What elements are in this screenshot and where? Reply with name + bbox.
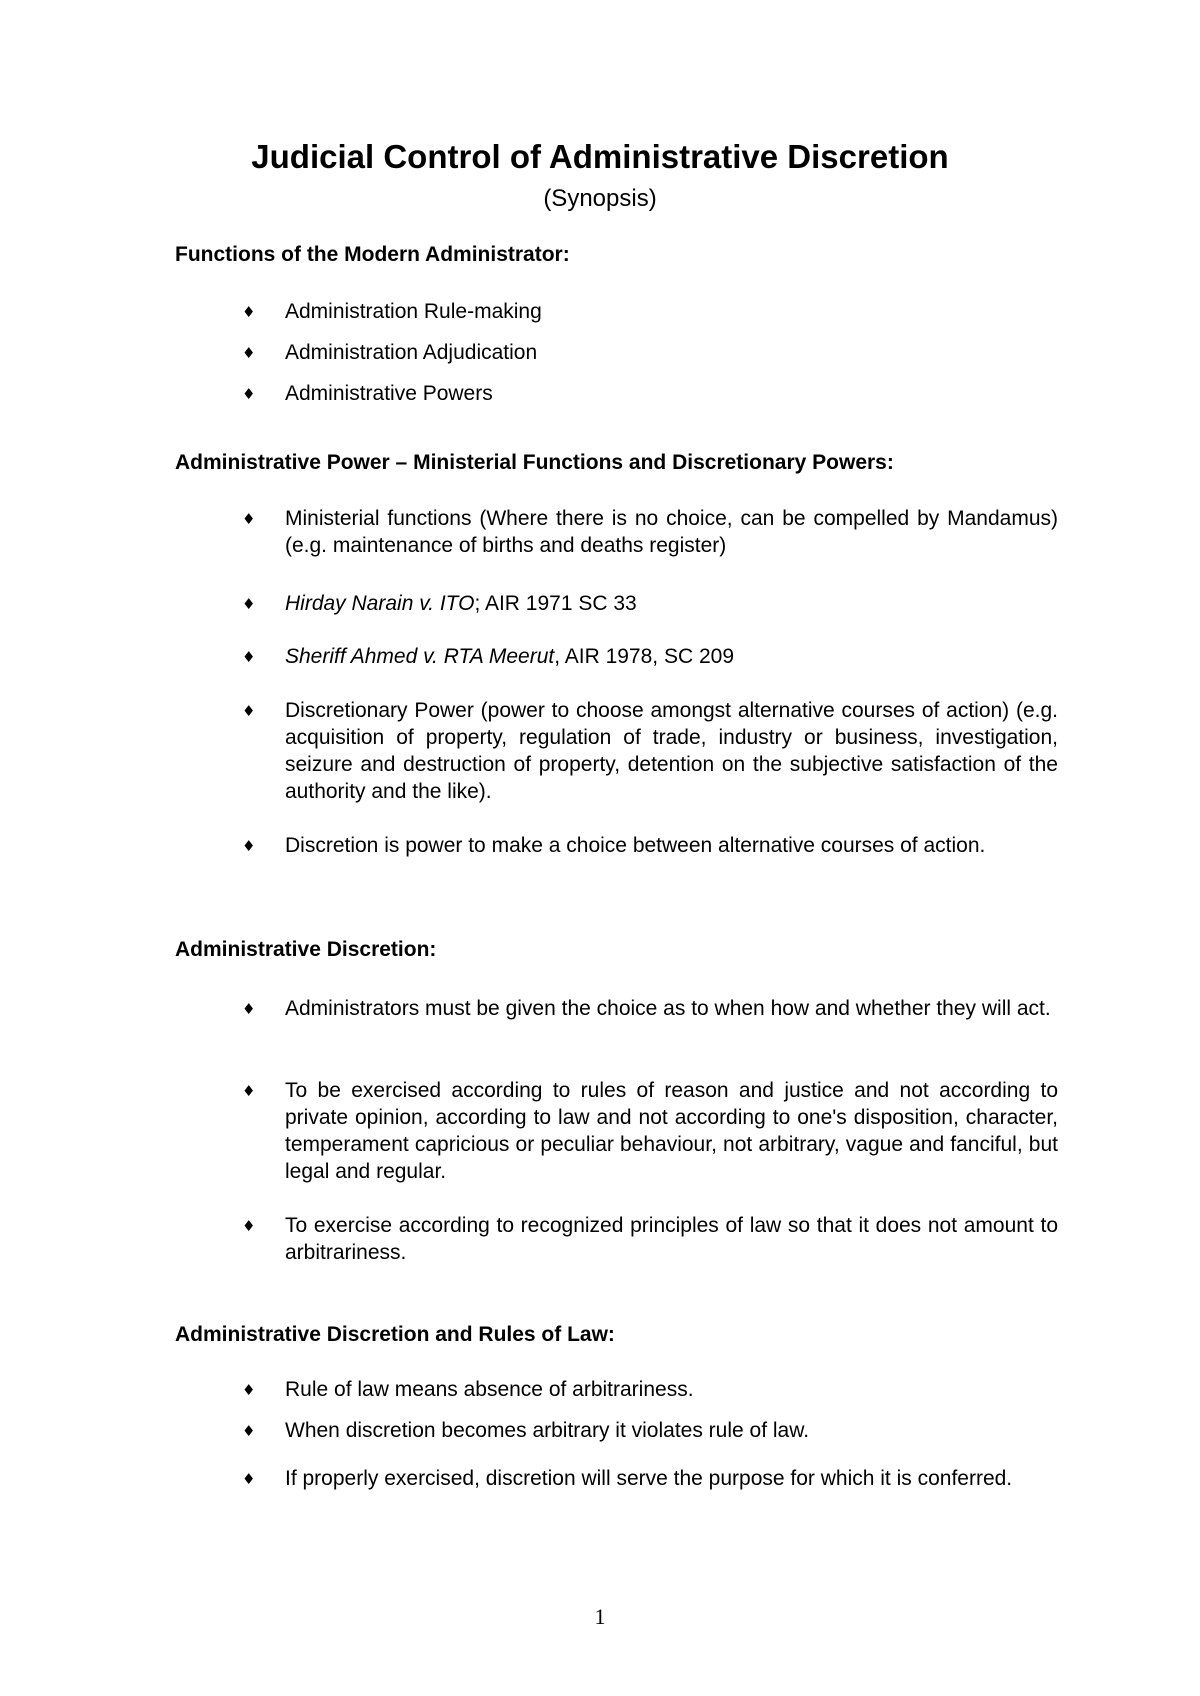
- list-item: [242, 1077, 1058, 1185]
- list-item-text: Discretion is power to make a choice between alternative courses of action.: [285, 834, 986, 857]
- list-item: [242, 1212, 1058, 1266]
- list-item: [242, 380, 1058, 407]
- section-heading: Administrative Discretion and Rules of Law:: [175, 1323, 615, 1346]
- diamond-bullet-icon: ♦: [242, 1381, 256, 1399]
- list-item: [242, 1417, 1058, 1444]
- diamond-bullet-icon: ♦: [242, 702, 256, 720]
- list-item-text: Administration Adjudication: [285, 341, 538, 364]
- list-item-text: Administrators must be given the choice as to when how and whether they will act.: [285, 997, 1051, 1020]
- list-item: [242, 995, 1058, 1022]
- diamond-bullet-icon: ♦: [242, 648, 256, 666]
- page-number: 1: [594, 1604, 606, 1629]
- case-name: Sheriff Ahmed v. RTA Meerut: [285, 645, 555, 668]
- diamond-bullet-icon: ♦: [242, 510, 256, 528]
- list-item: [242, 1465, 1058, 1492]
- section-heading: Administrative Power – Ministerial Functions and Discretionary Powers:: [175, 451, 894, 474]
- list-item-text: To exercise according to recognized principles of law so that it does not amount to arbitrariness.: [285, 1214, 1058, 1264]
- diamond-bullet-icon: ♦: [242, 837, 256, 855]
- list-item: [242, 643, 1058, 670]
- list-item-text: Ministerial functions (Where there is no choice, can be compelled by Mandamus) (e.g. maintenance of births and deaths register): [285, 507, 1058, 557]
- diamond-bullet-icon: ♦: [242, 1422, 256, 1440]
- list-item-text: If properly exercised, discretion will serve the purpose for which it is conferred.: [285, 1467, 1013, 1490]
- section-heading: Administrative Discretion:: [175, 938, 437, 961]
- list-item-text: Discretionary Power (power to choose amongst alternative courses of action) (e.g. acquisition of property, regulation of trade, industry or business, investigation, seizure and destruction of property, detention on the subjective satisfaction of the authority and the like).: [285, 699, 1058, 803]
- diamond-bullet-icon: ♦: [242, 385, 256, 403]
- list-item: [242, 832, 1058, 859]
- list-item: [242, 298, 1058, 325]
- list-item-text: Administration Rule-making: [285, 300, 542, 323]
- list-item: [242, 505, 1058, 559]
- list-item-text: When discretion becomes arbitrary it violates rule of law.: [285, 1419, 810, 1442]
- list-item-text: Administrative Powers: [285, 382, 493, 405]
- document-subtitle: (Synopsis): [543, 185, 657, 212]
- case-citation: ; AIR 1971 SC 33: [474, 592, 637, 615]
- list-item: [242, 590, 1058, 617]
- case-citation: , AIR 1978, SC 209: [554, 645, 735, 668]
- list-item-text: To be exercised according to rules of reason and justice and not according to private opinion, according to law and not according to one's disposition, character, temperament capricious or peculiar behaviour, not arbitrary, vague and fanciful, but legal and regular.: [285, 1079, 1058, 1183]
- case-name: Hirday Narain v. ITO: [285, 592, 475, 615]
- document-title: Judicial Control of Administrative Discretion: [251, 138, 949, 175]
- diamond-bullet-icon: ♦: [242, 1217, 256, 1235]
- section-heading: Functions of the Modern Administrator:: [175, 243, 570, 266]
- list-item-text: [285, 590, 1058, 617]
- diamond-bullet-icon: ♦: [242, 303, 256, 321]
- diamond-bullet-icon: ♦: [242, 1082, 256, 1100]
- diamond-bullet-icon: ♦: [242, 595, 256, 613]
- diamond-bullet-icon: ♦: [242, 1000, 256, 1018]
- list-item: [242, 697, 1058, 805]
- list-item: [242, 339, 1058, 366]
- list-item-text: [285, 643, 1058, 670]
- list-item-text: Rule of law means absence of arbitrariness.: [285, 1378, 694, 1401]
- list-item: [242, 1376, 1058, 1403]
- diamond-bullet-icon: ♦: [242, 344, 256, 362]
- diamond-bullet-icon: ♦: [242, 1470, 256, 1488]
